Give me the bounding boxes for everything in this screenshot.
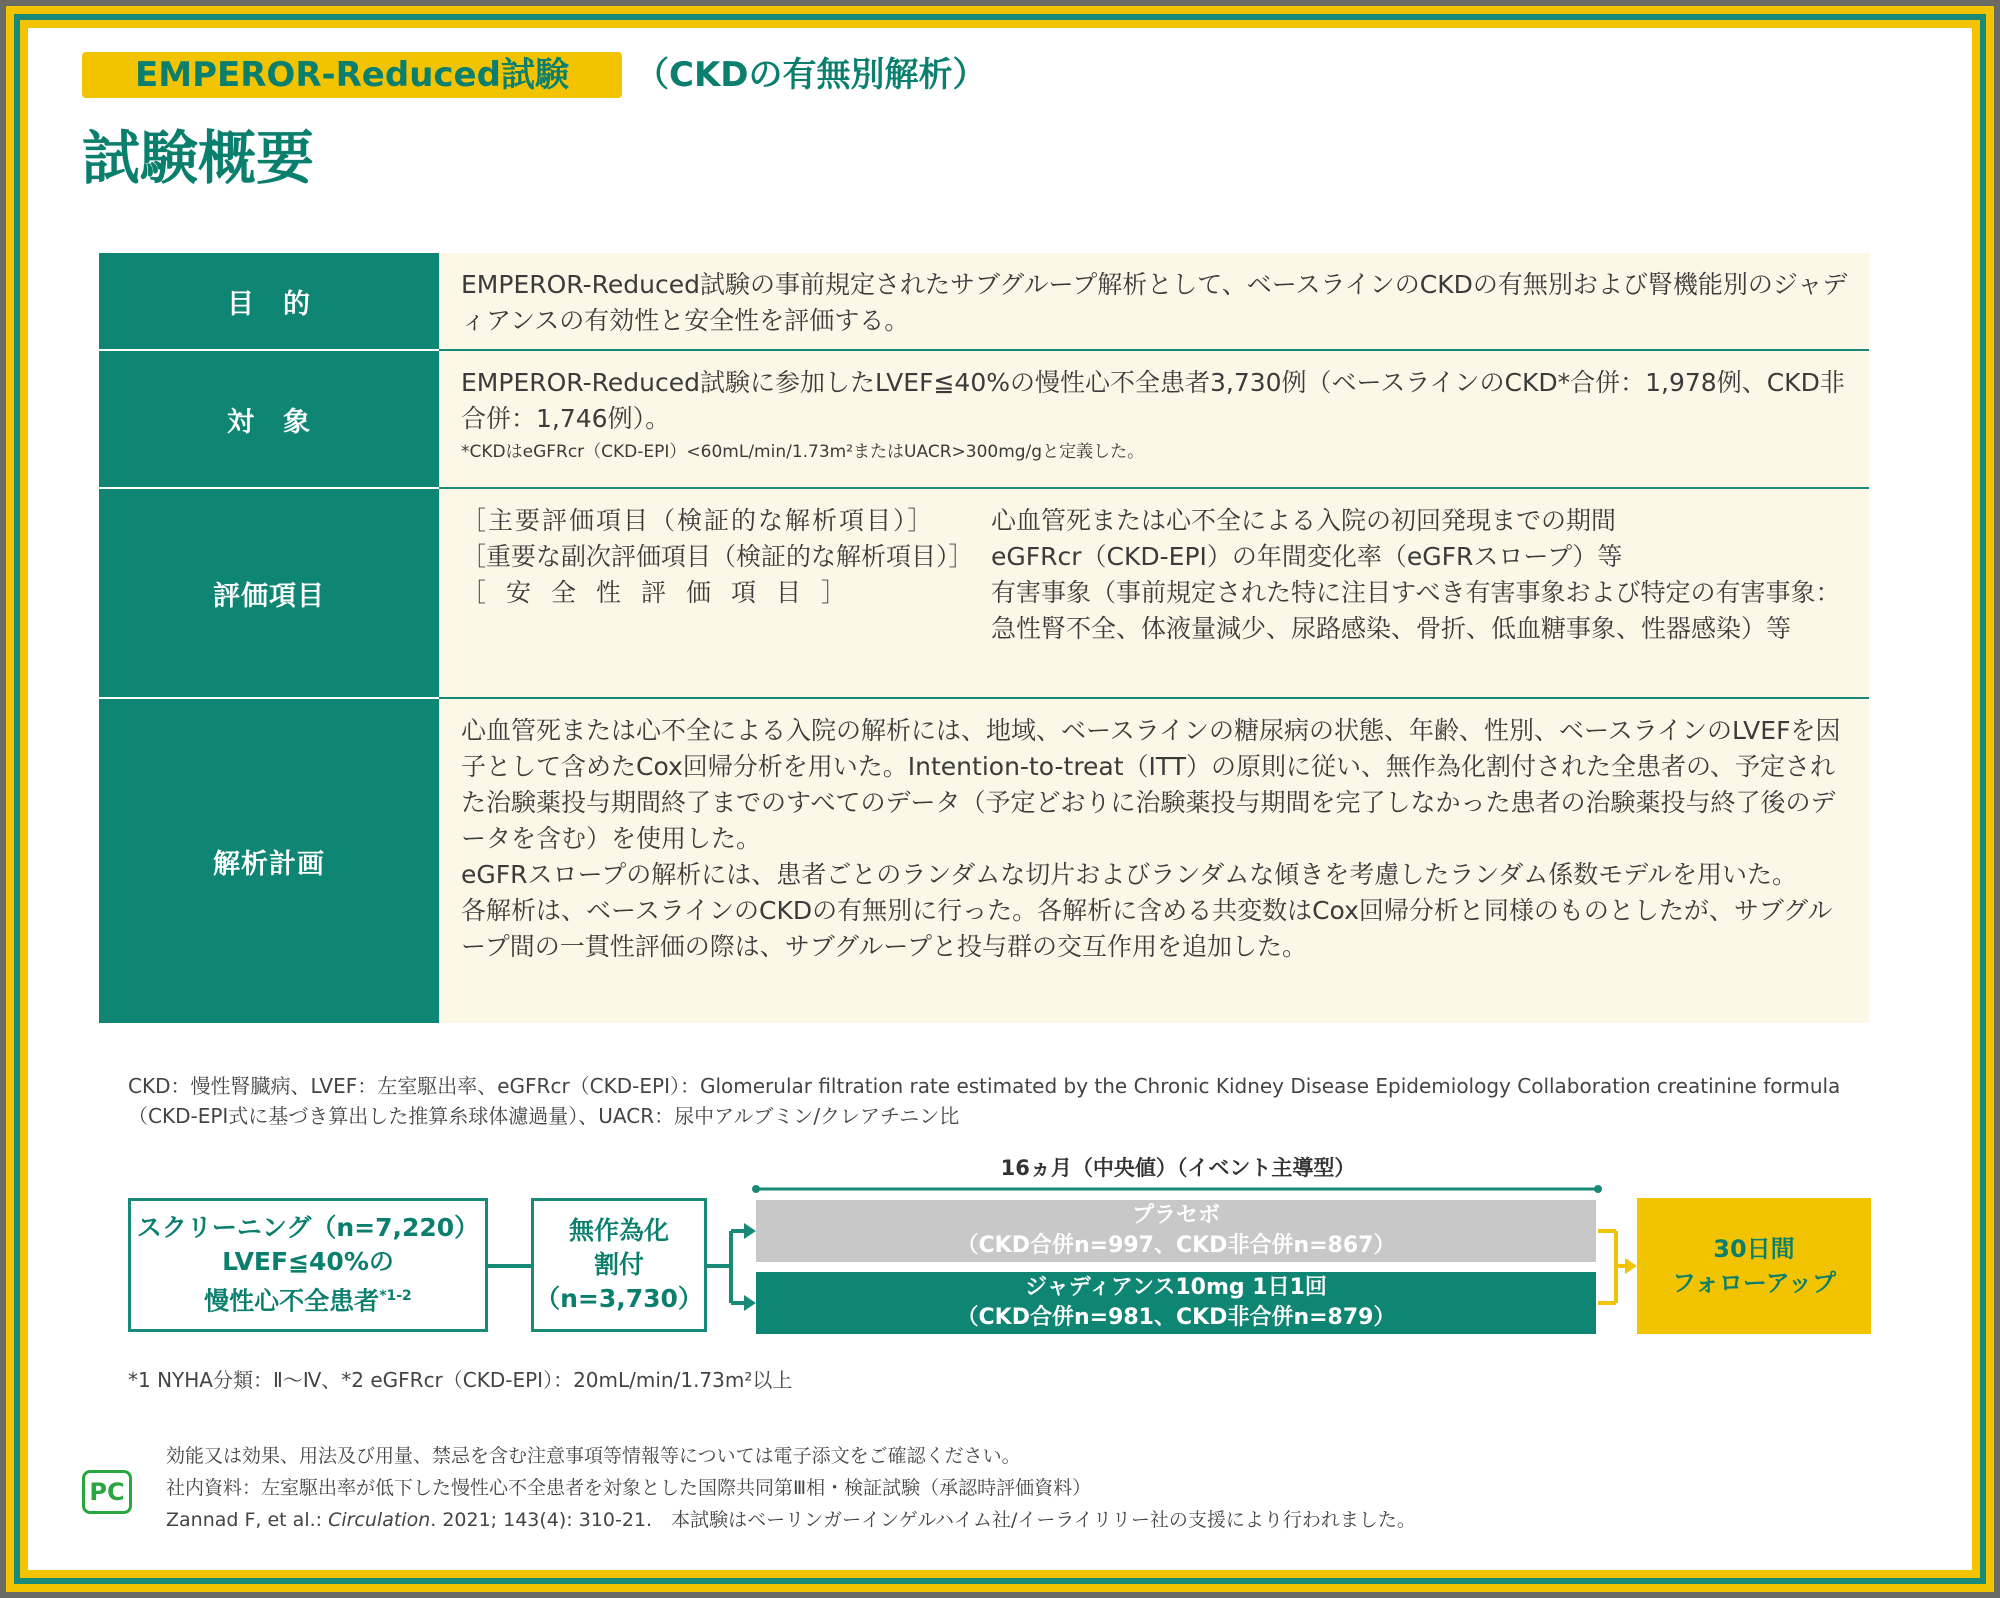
analysis-p3: 各解析は、ベースラインのCKDの有無別に行った。各解析に含める共変数はCox回帰分析と同様のものとしたが、サブグループ間の一貫性評価の際は、サブグループと投与群の交互作用を追加した。 (461, 896, 1833, 961)
footer-citation-rest: . 2021; 143(4): 310-21. 本試験はベーリンガーインゲルハイム社/イーライリリー社の支援により行われました。 (430, 1509, 1416, 1531)
placebo-arm (756, 1200, 1596, 1262)
endpoint-secondary-label: ［重要な副次評価項目（検証的な解析項目）］ (461, 542, 974, 571)
rand-line1: 無作為化 (568, 1216, 669, 1245)
endpoint-primary-text: 心血管死または心不全による入院の初回発現までの期間 (991, 506, 1617, 535)
ckd-definition-note: *CKDはeGFRcr（CKD-EPI）<60mL/min/1.73m²またはUACR>300mg/gと定義した。 (461, 442, 1145, 462)
study-badge: EMPEROR-Reduced試験 (82, 52, 622, 98)
duration-label: 16ヵ月（中央値）（イベント主導型） (1000, 1156, 1356, 1180)
endpoint-safety-text: 有害事象（事前規定された特に注目すべき有害事象および特定の有害事象：急性腎不全、体液量減少、尿路感染、骨折、低血糖事象、性器感染）等 (991, 578, 1841, 643)
purpose-text: EMPEROR-Reduced試験の事前規定されたサブグループ解析として、ベースラインのCKDの有無別および腎機能別のジャディアンスの有効性と安全性を評価する。 (461, 270, 1848, 335)
endpoint-primary-label: ［主要評価項目（検証的な解析項目）］ (461, 506, 935, 535)
study-subtitle: （CKDの有無別解析） (635, 55, 987, 95)
placebo-line1: プラセボ (1131, 1203, 1220, 1228)
screening-footnote-ref: *1-2 (379, 1288, 412, 1305)
rand-line2: 割付 (593, 1250, 644, 1279)
endpoints-header: 評価項目 (99, 489, 439, 699)
analysis-p1: 心血管死または心不全による入院の解析には、地域、ベースラインの糖尿病の状態、年齢、性別、ベースラインのLVEFを因子として含めたCox回帰分析を用いた。Intention-to-treat（ITT）の原則に従い、無作為化割付された全患者の、予定された治験薬投与期間終了までのすべてのデータ（予定どおりに治験薬投与期間を完了しなかった患者の治験薬投与終了後のデータを含む）を使用した。 (461, 716, 1841, 853)
abbreviations: CKD：慢性腎臓病、LVEF：左室駆出率、eGFRcr（CKD-EPI）：Glomerular filtration rate estimated by the Chronic Kidney Disease Epidemiology Collaboration creatinine formula（CKD-EPI式に基づき算出した推算糸球体濾過量）、UACR：尿中アルブミン/クレアチニン比 (128, 1074, 1841, 1128)
subjects-text: EMPEROR-Reduced試験に参加したLVEF≦40%の慢性心不全患者3,730例（ベースラインのCKD*合併：1,978例、CKD非合併：1,746例）。 (461, 368, 1845, 433)
placebo-line2: （CKD合併n=997、CKD非合併n=867） (956, 1233, 1396, 1258)
page-title: 試験概要 (82, 124, 315, 192)
purpose-header: 目 的 (99, 253, 439, 351)
footer-references (166, 1440, 1416, 1536)
analysis-p2: eGFRスロープの解析には、患者ごとのランダムな切片およびランダムな傾きを考慮したランダム係数モデルを用いた。 (461, 860, 1798, 889)
followup-line2: フォローアップ (1672, 1269, 1836, 1297)
followup-box (1637, 1198, 1871, 1334)
endpoint-secondary-text: eGFRcr（CKD-EPI）の年間変化率（eGFRスロープ）等 (991, 542, 1623, 571)
footer-citation-authors: Zannad F, et al.: (166, 1509, 329, 1531)
followup-line1: 30日間 (1713, 1235, 1795, 1263)
analysis-header: 解析計画 (99, 699, 439, 1023)
drug-arm (756, 1272, 1596, 1334)
drug-line1: ジャディアンス10mg 1日1回 (1025, 1275, 1327, 1300)
footer-citation-journal: Circulation (328, 1509, 431, 1531)
flow-footnote: *1 NYHA分類：Ⅱ～Ⅳ、*2 eGFRcr（CKD-EPI）：20mL/min/1.73m²以上 (128, 1368, 793, 1392)
drug-line2: （CKD合併n=981、CKD非合併n=879） (956, 1305, 1396, 1330)
endpoint-safety-label: ［安全性評価項目］ (461, 578, 867, 607)
footer-line1: 効能又は効果、用法及び用量、禁忌を含む注意事項等情報等については電子添文をご確認ください。 (166, 1445, 1021, 1467)
footer-line2: 社内資料：左室駆出率が低下した慢性心不全患者を対象とした国際共同第Ⅲ相・検証試験（承認時評価資料） (166, 1477, 1092, 1499)
screening-line1: スクリーニング（n=7,220） (136, 1213, 480, 1243)
pc-logo-icon: PC (82, 1470, 132, 1514)
subjects-header: 対 象 (99, 351, 439, 489)
randomization-box (531, 1198, 707, 1332)
footer-line3 (166, 1504, 1416, 1536)
screening-box (128, 1198, 488, 1332)
rand-line3: （n=3,730） (535, 1284, 703, 1313)
screening-line3: 慢性心不全患者 (204, 1286, 380, 1316)
screening-line2: LVEF≦40%の (222, 1247, 394, 1277)
